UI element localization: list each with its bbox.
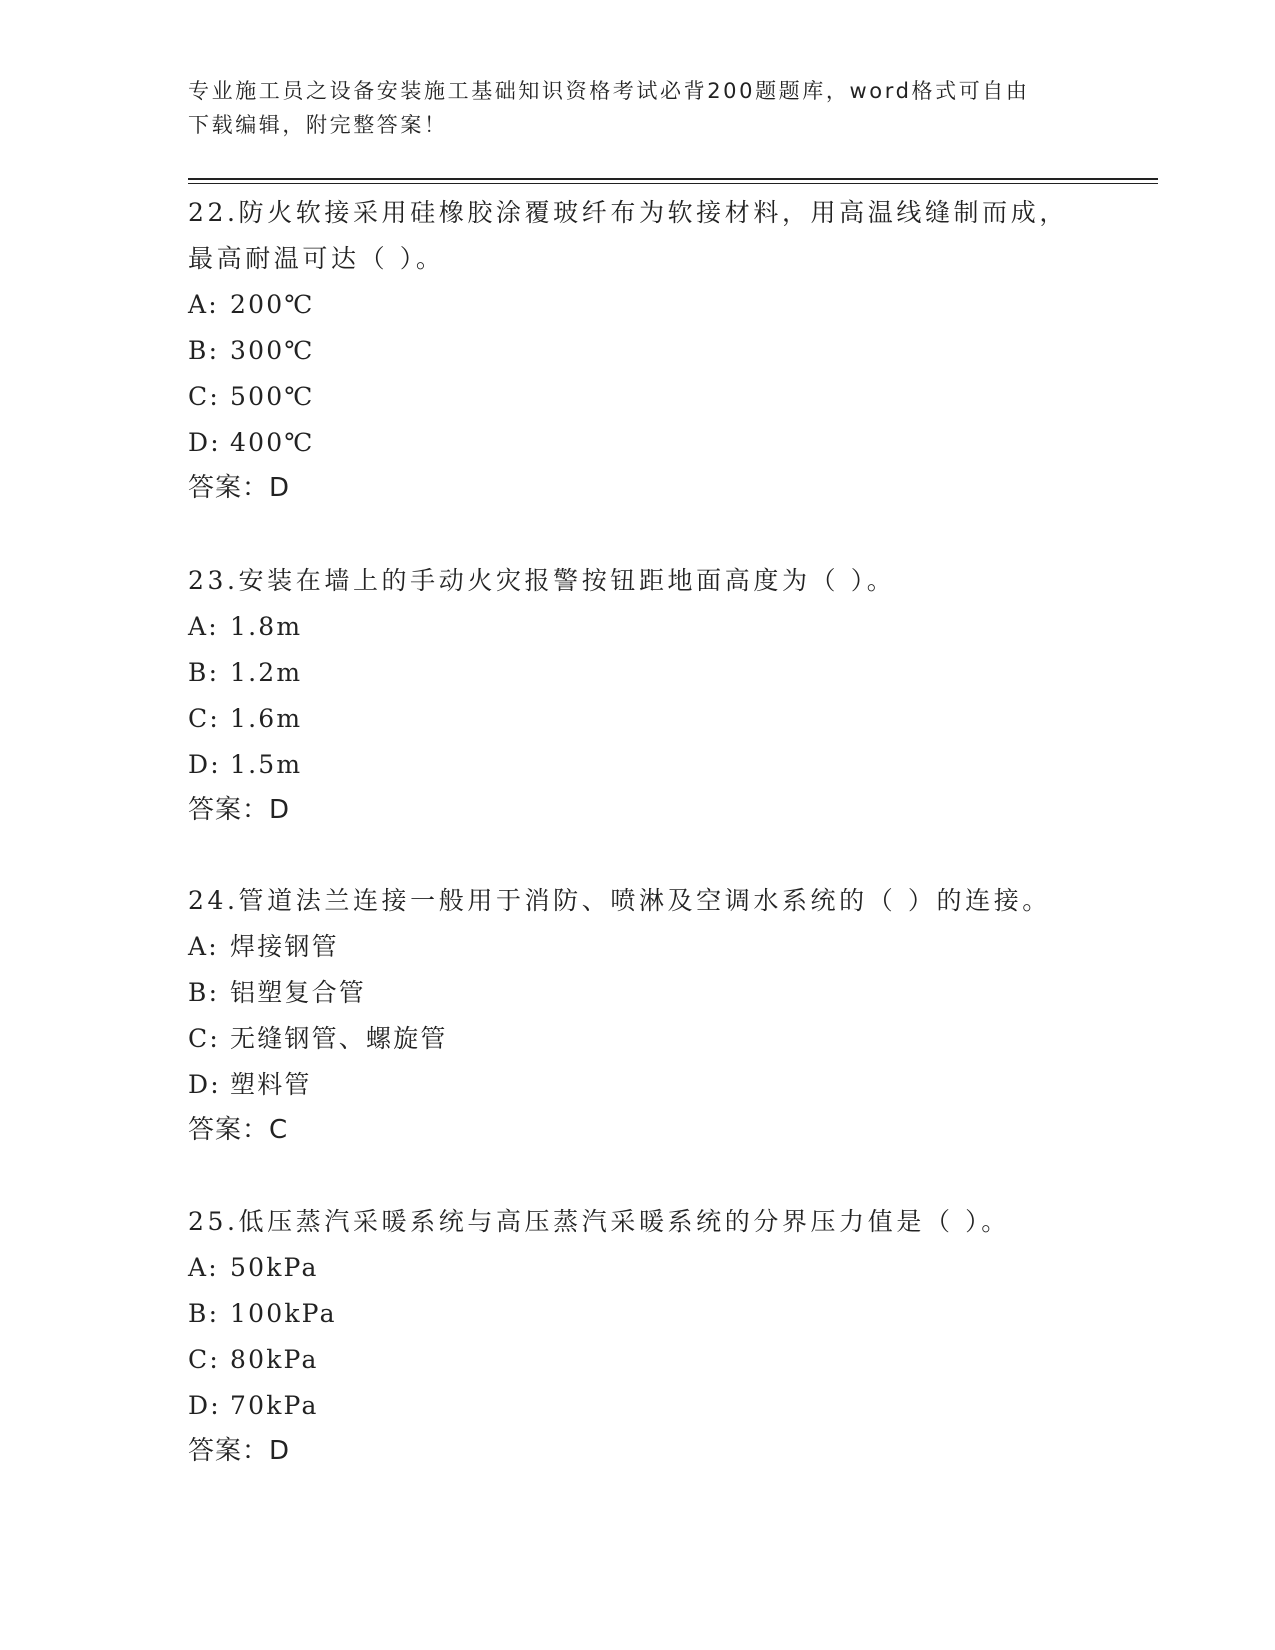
option-letter: B:	[188, 658, 220, 687]
option-a	[188, 604, 1088, 650]
option-text: 铝塑复合管	[230, 978, 367, 1007]
option-d	[188, 1383, 1088, 1429]
option-letter: C:	[188, 382, 220, 411]
option-letter: D:	[188, 1070, 221, 1099]
option-text: 1.6m	[230, 704, 303, 733]
option-a	[188, 1245, 1088, 1291]
option-a	[188, 924, 1088, 970]
option-a	[188, 282, 1088, 328]
answer-line: 答案：D	[188, 795, 291, 825]
option-letter: C:	[188, 1345, 220, 1374]
question-stem-line-1: 25.低压蒸汽采暖系统与高压蒸汽采暖系统的分界压力值是（ ）。	[188, 1207, 1010, 1236]
question-stem-line-1: 24.管道法兰连接一般用于消防、喷淋及空调水系统的（ ）的连接。	[188, 886, 1051, 915]
question-stem-line-1: 22.防火软接采用硅橡胶涂覆玻纤布为软接材料，用高温线缝制而成，	[188, 198, 1068, 227]
option-text: 200℃	[230, 290, 315, 319]
option-d	[188, 742, 1088, 788]
option-text: 400℃	[230, 428, 315, 457]
option-text: 焊接钢管	[230, 932, 339, 961]
option-letter: A:	[188, 612, 219, 641]
header-divider-thick	[188, 178, 1158, 180]
option-letter: C:	[188, 1024, 220, 1053]
question-24	[188, 878, 1088, 1152]
question-22	[188, 190, 1088, 510]
option-text: 50kPa	[230, 1253, 319, 1282]
option-letter: A:	[188, 290, 219, 319]
document-header	[188, 74, 1088, 142]
option-letter: B:	[188, 336, 220, 365]
option-text: 1.2m	[230, 658, 303, 687]
option-b	[188, 328, 1088, 374]
option-d	[188, 420, 1088, 466]
option-d	[188, 1062, 1088, 1108]
option-text: 100kPa	[230, 1299, 337, 1328]
header-title-line-1: 专业施工员之设备安装施工基础知识资格考试必背200题题库，word格式可自由	[188, 79, 1030, 103]
option-c	[188, 1337, 1088, 1383]
answer-line: 答案：D	[188, 473, 291, 503]
option-letter: A:	[188, 932, 219, 961]
option-text: 1.8m	[230, 612, 303, 641]
question-23	[188, 558, 1088, 832]
option-text: 无缝钢管、螺旋管	[230, 1024, 448, 1053]
option-text: 300℃	[230, 336, 315, 365]
option-b	[188, 1291, 1088, 1337]
option-text: 1.5m	[230, 750, 303, 779]
option-letter: D:	[188, 1391, 221, 1420]
question-stem-line-1: 23.安装在墙上的手动火灾报警按钮距地面高度为（ ）。	[188, 566, 896, 595]
option-letter: B:	[188, 978, 220, 1007]
option-letter: D:	[188, 428, 221, 457]
option-c	[188, 1016, 1088, 1062]
option-text: 80kPa	[230, 1345, 319, 1374]
option-letter: D:	[188, 750, 221, 779]
header-title-line-2: 下载编辑，附完整答案！	[188, 113, 448, 137]
option-text: 70kPa	[230, 1391, 319, 1420]
option-text: 500℃	[230, 382, 315, 411]
option-b	[188, 970, 1088, 1016]
answer-line: 答案：D	[188, 1436, 291, 1466]
option-text: 塑料管	[230, 1070, 312, 1099]
option-c	[188, 696, 1088, 742]
option-b	[188, 650, 1088, 696]
question-stem-line-2: 最高耐温可达（ ）。	[188, 244, 445, 273]
option-letter: B:	[188, 1299, 220, 1328]
answer-line: 答案：C	[188, 1115, 289, 1145]
header-divider-thin	[188, 183, 1158, 184]
option-c	[188, 374, 1088, 420]
question-25	[188, 1199, 1088, 1473]
option-letter: C:	[188, 704, 220, 733]
option-letter: A:	[188, 1253, 219, 1282]
